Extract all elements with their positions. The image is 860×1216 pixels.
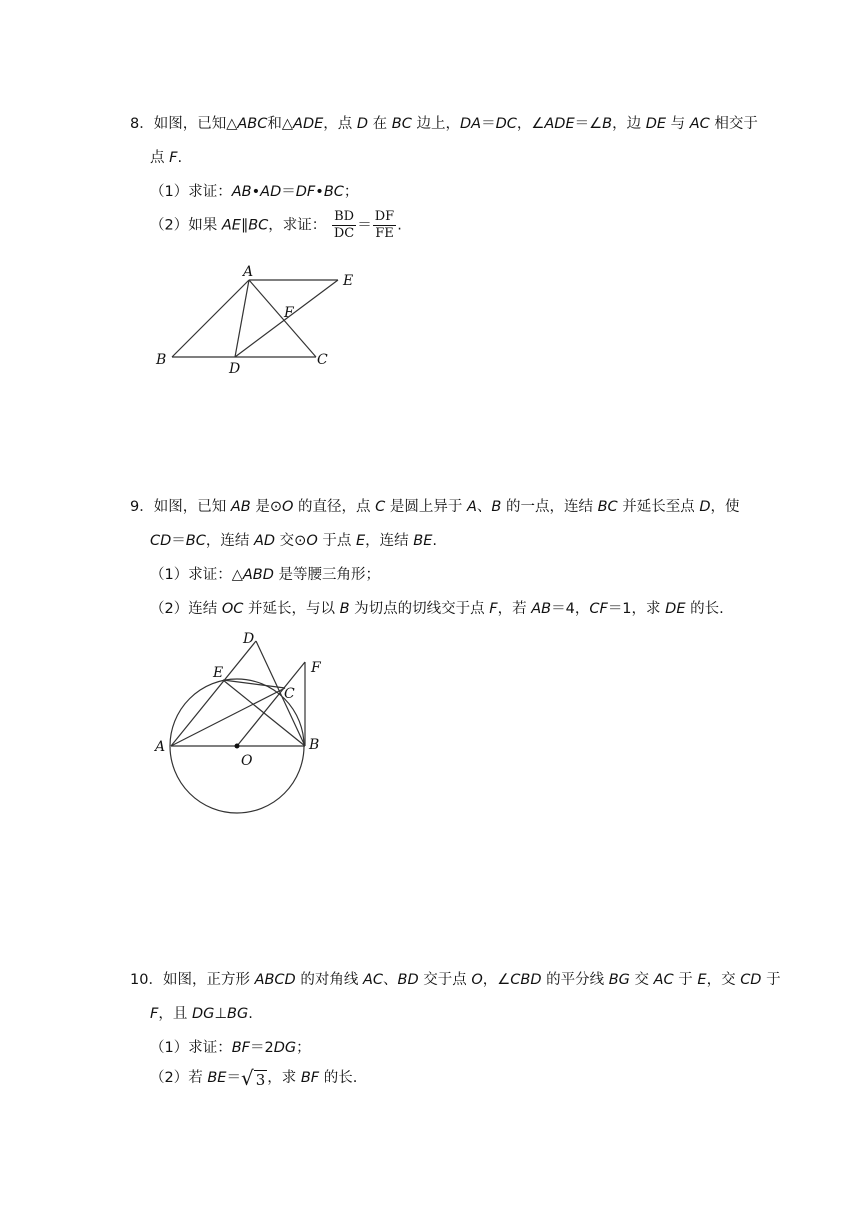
- label-d: D: [229, 361, 241, 377]
- text-run: （2）如果: [150, 217, 222, 234]
- text-run: 、: [476, 499, 492, 515]
- text-run: .: [248, 1006, 253, 1022]
- text-run: ，∠: [482, 972, 511, 988]
- text-run: 并延长，与以: [243, 601, 340, 617]
- math-variable: OC: [221, 601, 244, 617]
- label-f: F: [311, 660, 321, 676]
- text-run: ＝: [281, 184, 296, 200]
- math-variable: AE: [221, 217, 241, 234]
- text-run: 如图，已知△: [153, 116, 238, 132]
- q10-part1: [150, 1036, 311, 1057]
- math-variable: DA: [459, 116, 482, 132]
- q9-stem-line1: [130, 495, 740, 516]
- math-variable: DG: [191, 1006, 215, 1022]
- q9-part2: [150, 597, 724, 618]
- math-variable: BE: [207, 1070, 227, 1086]
- label-e: E: [213, 665, 224, 681]
- text-run: 并延长至点: [617, 499, 700, 515]
- text-run: •: [315, 184, 324, 200]
- text-run: ⊥: [214, 1006, 227, 1022]
- math-variable: ADE: [293, 116, 324, 132]
- math-variable: F: [150, 1006, 159, 1022]
- math-variable: C: [375, 499, 386, 515]
- text-run: 与: [666, 116, 690, 132]
- text-run: 是圆上异于: [385, 499, 467, 515]
- q9-stem-line2: [150, 529, 437, 550]
- math-variable: ADE: [544, 116, 575, 132]
- equals-sign: ＝: [357, 217, 372, 234]
- text-run: 是⊙: [250, 499, 282, 515]
- q10-stem-text: [163, 972, 781, 988]
- segment-of: [237, 662, 305, 746]
- label-b: B: [309, 737, 320, 753]
- math-variable: CBD: [510, 972, 542, 988]
- label-b: B: [156, 352, 167, 368]
- text-run: 交⊙: [275, 533, 307, 549]
- text-run: 的一点，连结: [501, 499, 598, 515]
- text-run: 相交于: [709, 116, 758, 132]
- q10-part2-prefix: [150, 1070, 241, 1086]
- math-variable: AB: [531, 601, 552, 617]
- text-run: ＝: [481, 116, 496, 132]
- text-run: 交于点: [418, 972, 472, 988]
- text-run: 于点: [317, 533, 356, 549]
- text-run: ＝: [226, 1070, 241, 1086]
- math-variable: D: [356, 116, 369, 132]
- text-run: ，且: [158, 1006, 192, 1022]
- text-run: •: [251, 184, 261, 200]
- math-variable: BF: [231, 1040, 251, 1056]
- q8-number: 8．: [130, 116, 154, 132]
- math-variable: AC: [362, 972, 383, 988]
- math-variable: AC: [653, 972, 674, 988]
- text-run: ＝4，: [551, 601, 590, 617]
- label-d: D: [243, 631, 255, 647]
- text-run: ＝∠: [574, 116, 603, 132]
- text-run: ＝1，求: [607, 601, 666, 617]
- text-run: 如图，已知: [153, 499, 231, 515]
- q9-stem-text: [154, 499, 740, 515]
- math-variable: AD: [260, 184, 282, 200]
- math-variable: AC: [689, 116, 710, 132]
- q10-part2-suffix: [267, 1070, 357, 1086]
- label-c: C: [317, 352, 328, 368]
- math-variable: BC: [597, 499, 618, 515]
- text-run: 的平分线: [541, 972, 609, 988]
- segment-ac: [171, 688, 285, 746]
- text-run: 于: [673, 972, 698, 988]
- math-variable: BG: [227, 1006, 249, 1022]
- segment-ad: [171, 641, 256, 746]
- q10-part2: [150, 1066, 357, 1090]
- segment-bd: [256, 641, 305, 746]
- text-run: 、: [383, 972, 398, 988]
- math-variable: BC: [185, 533, 206, 549]
- text-run: ，点: [323, 116, 357, 132]
- label-e: E: [343, 273, 354, 289]
- text-run: ；: [343, 184, 359, 200]
- math-variable: E: [355, 533, 366, 549]
- math-variable: F: [169, 150, 178, 166]
- label-a: A: [243, 264, 254, 280]
- text-run: ∥: [240, 217, 249, 234]
- text-run: 于: [761, 972, 781, 988]
- math-variable: E: [697, 972, 707, 988]
- math-variable: DE: [665, 601, 686, 617]
- text-run: 交: [629, 972, 654, 988]
- math-variable: B: [339, 601, 350, 617]
- text-run: ，连结: [365, 533, 414, 549]
- math-variable: B: [602, 116, 613, 132]
- text-run: ，∠: [516, 116, 545, 132]
- text-run: ，使: [710, 499, 740, 515]
- text-run: 和△: [267, 116, 294, 132]
- math-variable: O: [471, 972, 483, 988]
- math-variable: CF: [589, 601, 608, 617]
- math-variable: O: [306, 533, 318, 549]
- text-run: .: [432, 533, 437, 549]
- math-variable: BC: [248, 217, 269, 234]
- text-run: （1）求证：: [150, 184, 232, 200]
- text-run: ＝: [171, 533, 186, 549]
- label-c: C: [284, 686, 295, 702]
- text-run: ，若: [497, 601, 532, 617]
- text-run: （1）求证：: [150, 1040, 232, 1056]
- label-f: F: [284, 305, 294, 321]
- radicand: 3: [255, 1071, 266, 1089]
- segment-ac: [249, 280, 316, 357]
- text-run: 的长.: [319, 1070, 358, 1086]
- q9-part1: [150, 563, 380, 584]
- text-run: ；: [296, 1040, 311, 1056]
- fraction-denominator: DC: [333, 226, 355, 241]
- center-point-o: [235, 744, 240, 749]
- q10-number: 10．: [130, 972, 163, 988]
- math-variable: ABC: [237, 116, 268, 132]
- math-variable: AB: [231, 184, 252, 200]
- math-variable: DF: [295, 184, 316, 200]
- label-o: O: [241, 753, 253, 769]
- text-run: 点: [150, 150, 170, 166]
- math-variable: AD: [253, 533, 276, 549]
- q10-stem-line2: [150, 1002, 253, 1023]
- math-variable: BE: [413, 533, 433, 549]
- fraction-denominator: FE: [375, 226, 394, 241]
- text-run: ，求: [267, 1070, 301, 1086]
- text-run: ，交: [706, 972, 741, 988]
- math-variable: DE: [645, 116, 667, 132]
- math-variable: CD: [150, 533, 172, 549]
- text-run: （2）若: [150, 1070, 208, 1086]
- text-run: 的直径，点: [293, 499, 376, 515]
- label-a: A: [155, 739, 166, 755]
- math-variable: DG: [273, 1040, 297, 1056]
- text-run: ，求证：: [268, 217, 327, 234]
- q9-number: 9．: [130, 499, 154, 515]
- math-variable: O: [281, 499, 294, 515]
- math-variable: DC: [495, 116, 517, 132]
- math-variable: D: [699, 499, 711, 515]
- math-variable: F: [489, 601, 498, 617]
- text-run: （1）求证：△: [150, 567, 243, 583]
- text-run: ，连结: [205, 533, 254, 549]
- text-run: 的对角线: [295, 972, 363, 988]
- math-variable: BF: [300, 1070, 320, 1086]
- period: .: [397, 217, 402, 234]
- math-variable: B: [491, 499, 502, 515]
- text-run: 为切点的切线交于点: [349, 601, 490, 617]
- text-run: （2）连结: [150, 601, 222, 617]
- fraction-numerator: BD: [332, 209, 356, 226]
- fraction-numerator: DF: [374, 209, 395, 224]
- math-variable: CD: [740, 972, 762, 988]
- math-variable: A: [466, 499, 477, 515]
- text-run: ＝2: [250, 1040, 274, 1056]
- math-variable: BG: [608, 972, 630, 988]
- math-variable: ABCD: [254, 972, 296, 988]
- text-run: 的长.: [685, 601, 724, 617]
- radical-sign: √: [240, 1066, 254, 1090]
- math-variable: ABD: [242, 567, 274, 583]
- math-variable: BC: [391, 116, 412, 132]
- text-run: ，边: [612, 116, 646, 132]
- math-variable: BC: [323, 184, 344, 200]
- sqrt-expression: [241, 1066, 267, 1090]
- text-run: 在: [368, 116, 392, 132]
- text-run: 边上，: [411, 116, 460, 132]
- text-run: 如图，正方形: [162, 972, 255, 988]
- text-run: 是等腰三角形；: [273, 567, 381, 583]
- math-variable: BD: [397, 972, 419, 988]
- q10-stem-line1: [130, 968, 781, 989]
- text-run: .: [177, 150, 183, 166]
- math-variable: AB: [230, 499, 251, 515]
